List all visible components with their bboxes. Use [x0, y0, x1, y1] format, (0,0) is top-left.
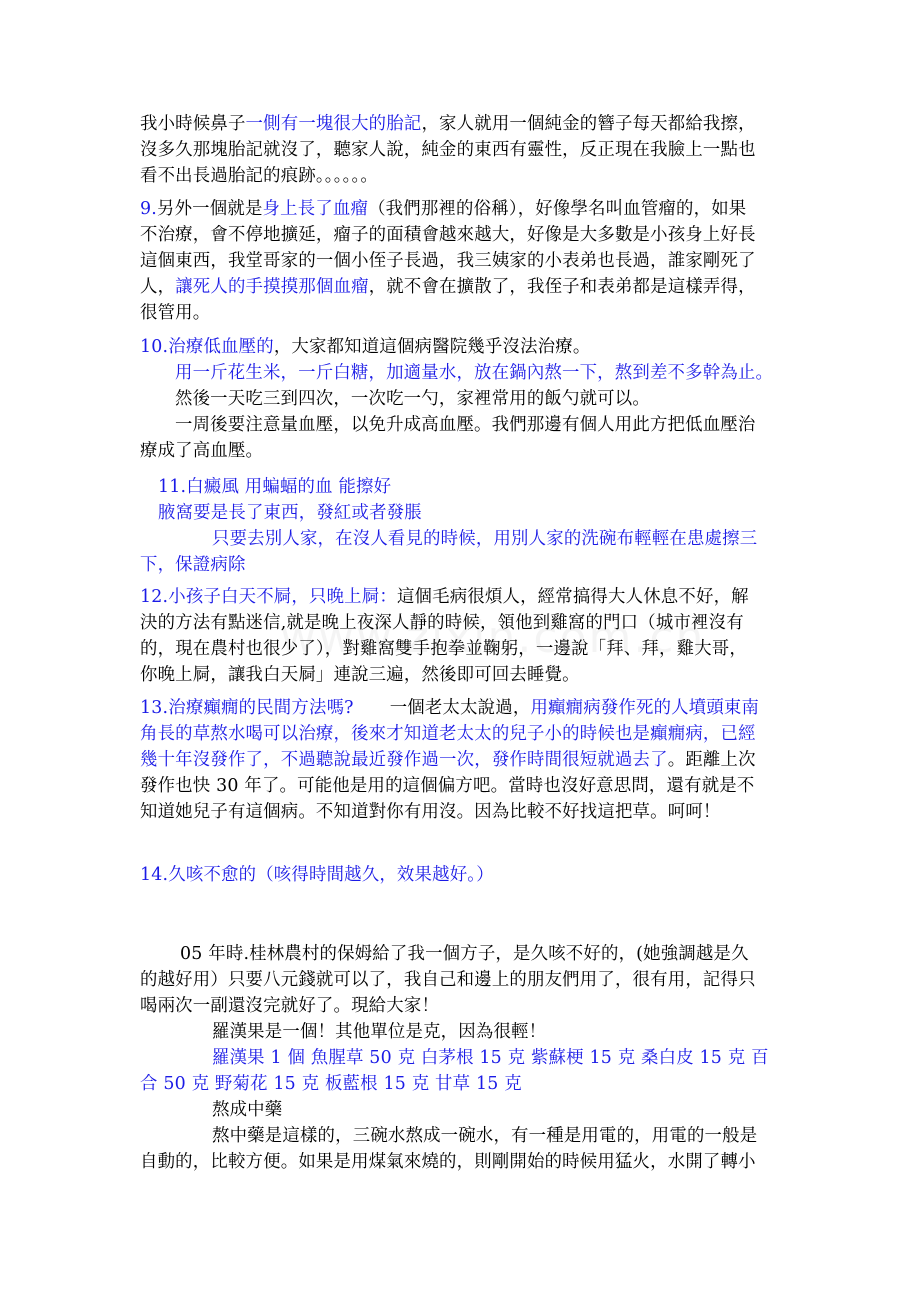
- text-line: 這個東西，我堂哥家的一個小侄子長過，我三姨家的小表弟也長過，誰家剛死了: [140, 251, 756, 271]
- text-line: 角長的草熬水喝可以治療，後來才知道老太太的兒子小的時候也是癲癇病，已經: [140, 724, 756, 744]
- item-12-child-bowel: [140, 584, 790, 688]
- text-line: 05 年時.桂林農村的保姆給了我一個方子，是久咳不好的，(她強調越是久: [180, 944, 749, 964]
- text-line: 然後一天吃三到四次，一次吃一勺，家裡常用的飯勺就可以。: [175, 389, 650, 409]
- text-line: 的越好用）只要八元錢就可以了，我自己和邊上的朋友們用了，很有用，記得只: [140, 970, 756, 990]
- item-14-title: [140, 862, 790, 888]
- text-line: 12.小孩子白天不屙，只晚上屙：這個毛病很煩人，經常搞得大人休息不好，解: [140, 587, 749, 607]
- highlight-text: 身上長了血瘤: [262, 199, 369, 219]
- text-line: 幾十年沒發作了，不過聽說最近發作過一次，發作時間很短就過去了。距離上次: [140, 750, 756, 770]
- text-line: 知道她兒子有這個病。不知道對你有用沒。因為比較不好找這把草。呵呵！: [140, 802, 721, 822]
- text-line: 一周後要注意量血壓，以免升成高血壓。我們那邊有個人用此方把低血壓治: [175, 415, 756, 435]
- text-line: 羅漢果是一個！其他單位是克，因為很輕！: [212, 1022, 547, 1042]
- text-line: 下，保證病除: [140, 555, 246, 575]
- item-10-low-blood-pressure: [140, 334, 790, 464]
- recipe-line: 羅漢果 1 個 魚腥草 50 克 白茅根 15 克 紫蘇梗 15 克 桑白皮 15 克 百: [212, 1048, 769, 1068]
- text-line: 決的方法有點迷信,就是晚上夜深人靜的時候，領他到雞窩的門口（城市裡沒有: [140, 613, 744, 633]
- text-line: 13.治療癲癇的民間方法嗎? 一個老太太說過，用癲癇病發作死的人墳頭東南: [140, 698, 760, 718]
- recipe-line: 用一斤花生米，一斤白糖，加適量水，放在鍋內熬一下，熬到差不多幹為止。: [175, 363, 774, 383]
- text-line: 9.另外一個就是身上長了血瘤（我們那裡的俗稱），好像學名叫血管瘤的，如果: [140, 199, 747, 219]
- text-line: 療成了高血壓。: [140, 441, 264, 461]
- text-line: 的，現在農村也很少了），對雞窩雙手抱拳並鞠躬，一邊說「拜、拜，雞大哥，: [140, 639, 747, 659]
- section-title: 10.治療低血壓的，大家都知道這個病醫院幾乎沒法治療。: [140, 337, 591, 357]
- section-title: 11.白癜風 用蝙蝠的血 能擦好: [158, 477, 392, 497]
- item-11-vitiligo: [140, 474, 790, 578]
- item-9-hemangioma: [140, 196, 790, 326]
- highlight-text: 一側有一塊很大的胎記: [245, 114, 422, 134]
- text-line: 腋窩要是長了東西，發紅或者發脹: [158, 503, 422, 523]
- text-line: 人，讓死人的手摸摸那個血瘤，就不會在擴散了，我侄子和表弟都是這樣弄得，: [140, 277, 756, 297]
- section-title: 13.治療癲癇的民間方法嗎?: [140, 698, 354, 718]
- paragraph-birthmark: [140, 111, 790, 189]
- text-line: 看不出長過胎記的痕跡。。。。。。: [140, 166, 378, 186]
- text-line: 熬中藥是這樣的，三碗水熬成一碗水，有一種是用電的，用電的一般是: [212, 1126, 758, 1146]
- highlight-text: 用癲癇病發作死的人墳頭東南: [530, 698, 760, 718]
- text-line: 喝兩次一副還沒完就好了。現給大家！: [140, 996, 440, 1016]
- text-line: 熬成中藥: [212, 1100, 283, 1120]
- text-line: 發作也快 30 年了。可能他是用的這個偏方吧。當時也沒好意思問，還有就是不: [140, 776, 755, 796]
- text-line: 自動的，比較方便。如果是用煤氣來燒的，則剛開始的時候用猛火，水開了轉小: [140, 1152, 756, 1172]
- highlight-text: 治療低血壓的: [168, 337, 274, 357]
- text-line: 很管用。: [140, 303, 211, 323]
- text-line: 不治療，會不停地擴延，瘤子的面積會越來越大，好像是大多數是小孩身上好長: [140, 225, 756, 245]
- item-number: 9.: [140, 199, 157, 219]
- text-line: 我小時候鼻子一側有一塊很大的胎記，家人就用一個純金的簪子每天都給我擦，: [140, 114, 756, 134]
- text-line: 你晚上屙，讓我白天屙」連說三遍，然後即可回去睡覺。: [140, 665, 580, 685]
- highlight-text: 幾十年沒發作了，不過聽說最近發作過一次，發作時間很短就過去了: [140, 750, 668, 770]
- item-13-epilepsy: [140, 695, 790, 825]
- section-title: 12.小孩子白天不屙，只晚上屙：: [140, 587, 397, 607]
- item-14-chronic-cough: [140, 941, 790, 1175]
- text-line: 沒多久那塊胎記就沒了，聽家人說，純金的東西有靈性，反正現在我臉上一點也: [140, 140, 756, 160]
- section-title: 14.久咳不愈的（咳得時間越久，效果越好。）: [140, 865, 494, 885]
- highlight-text: 讓死人的手摸摸那個血瘤: [175, 277, 369, 297]
- text-line: 只要去別人家，在沒人看見的時候，用別人家的洗碗布輕輕在患處擦三: [212, 529, 758, 549]
- recipe-line: 合 50 克 野菊花 15 克 板藍根 15 克 甘草 15 克: [140, 1074, 522, 1094]
